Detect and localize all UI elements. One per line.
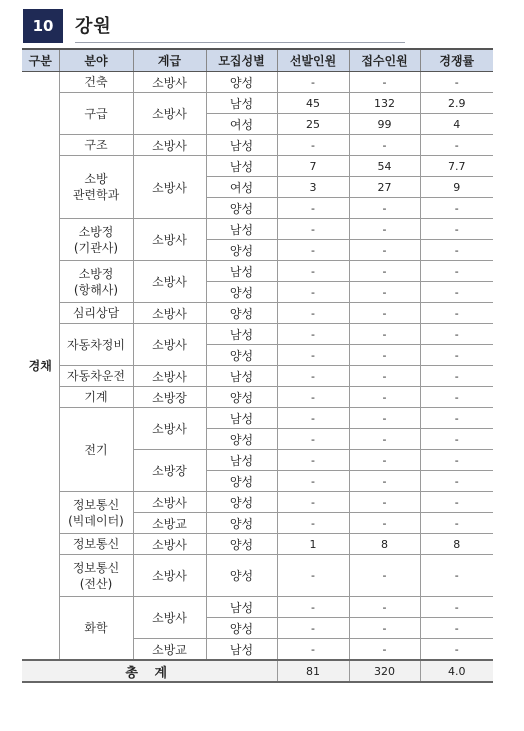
competition-rate-cell: - <box>420 429 493 450</box>
rank-cell: 소방사 <box>133 219 206 261</box>
applicant-count-cell: - <box>349 219 420 240</box>
gender-cell: 양성 <box>206 387 277 408</box>
competition-rate-cell: - <box>420 345 493 366</box>
total-label: 총 계 <box>22 660 277 682</box>
total-applicants-cell: 320 <box>349 660 420 682</box>
applicant-count-cell: - <box>349 429 420 450</box>
competition-rate-cell: - <box>420 408 493 429</box>
selected-count-cell: - <box>277 303 349 324</box>
applicant-count-cell: - <box>349 513 420 534</box>
applicant-count-cell: - <box>349 639 420 661</box>
table-row <box>22 303 493 324</box>
selected-count-cell: - <box>277 261 349 282</box>
table-row <box>22 555 493 597</box>
field-cell: 정보통신 (빅데이터) <box>59 492 133 534</box>
applicant-count-cell: - <box>349 303 420 324</box>
gender-cell: 양성 <box>206 555 277 597</box>
selected-count-cell: - <box>277 513 349 534</box>
applicant-count-cell: - <box>349 597 420 618</box>
selected-count-cell: 45 <box>277 93 349 114</box>
competition-rate-cell: - <box>420 492 493 513</box>
gender-cell: 양성 <box>206 492 277 513</box>
selected-count-cell: - <box>277 282 349 303</box>
gender-cell: 남성 <box>206 324 277 345</box>
gender-cell: 양성 <box>206 534 277 555</box>
competition-rate-cell: - <box>420 72 493 93</box>
table-row <box>22 366 493 387</box>
field-cell: 소방정 (항해사) <box>59 261 133 303</box>
gender-cell: 양성 <box>206 282 277 303</box>
table-row <box>22 597 493 618</box>
section-header <box>23 9 405 43</box>
selected-count-cell: - <box>277 639 349 661</box>
rank-cell: 소방사 <box>133 366 206 387</box>
table-row <box>22 261 493 282</box>
rank-cell: 소방사 <box>133 597 206 639</box>
table-header-row <box>22 49 493 72</box>
rank-cell: 소방교 <box>133 513 206 534</box>
field-cell: 정보통신 <box>59 534 133 555</box>
field-cell: 자동차운전 <box>59 366 133 387</box>
col-header-applicants: 접수인원 <box>349 49 420 72</box>
applicant-count-cell: - <box>349 135 420 156</box>
selected-count-cell: - <box>277 366 349 387</box>
selected-count-cell: - <box>277 198 349 219</box>
selected-count-cell: - <box>277 72 349 93</box>
table-row <box>22 492 493 513</box>
gender-cell: 양성 <box>206 303 277 324</box>
applicant-count-cell: - <box>349 72 420 93</box>
table-row <box>22 135 493 156</box>
gender-cell: 남성 <box>206 219 277 240</box>
selected-count-cell: - <box>277 471 349 492</box>
competition-rate-cell: - <box>420 240 493 261</box>
selected-count-cell: - <box>277 240 349 261</box>
table-row <box>22 324 493 345</box>
applicant-count-cell: - <box>349 492 420 513</box>
competition-rate-cell: - <box>420 597 493 618</box>
applicant-count-cell: - <box>349 555 420 597</box>
header-divider <box>75 42 405 43</box>
total-competition-rate-cell: 4.0 <box>420 660 493 682</box>
competition-rate-cell: - <box>420 261 493 282</box>
applicant-count-cell: - <box>349 408 420 429</box>
col-header-field: 분야 <box>59 49 133 72</box>
category-cell: 경채 <box>22 72 59 661</box>
table-row <box>22 72 493 93</box>
selected-count-cell: - <box>277 492 349 513</box>
table-row <box>22 219 493 240</box>
gender-cell: 양성 <box>206 471 277 492</box>
rank-cell: 소방장 <box>133 387 206 408</box>
recruitment-table <box>22 48 493 683</box>
col-header-category: 구분 <box>22 49 59 72</box>
rank-cell: 소방사 <box>133 93 206 135</box>
table-row <box>22 156 493 177</box>
gender-cell: 양성 <box>206 513 277 534</box>
applicant-count-cell: - <box>349 324 420 345</box>
rank-cell: 소방사 <box>133 303 206 324</box>
gender-cell: 양성 <box>206 72 277 93</box>
rank-cell: 소방사 <box>133 261 206 303</box>
selected-count-cell: 3 <box>277 177 349 198</box>
competition-rate-cell: - <box>420 387 493 408</box>
rank-cell: 소방장 <box>133 450 206 492</box>
competition-rate-cell: - <box>420 471 493 492</box>
applicant-count-cell: - <box>349 261 420 282</box>
table-row <box>22 93 493 114</box>
field-cell: 심리상담 <box>59 303 133 324</box>
col-header-rank: 계급 <box>133 49 206 72</box>
rank-cell: 소방사 <box>133 492 206 513</box>
table-body <box>22 72 493 683</box>
applicant-count-cell: 8 <box>349 534 420 555</box>
gender-cell: 남성 <box>206 597 277 618</box>
competition-rate-cell: 4 <box>420 114 493 135</box>
gender-cell: 양성 <box>206 429 277 450</box>
field-cell: 소방 관련학과 <box>59 156 133 219</box>
competition-rate-cell: - <box>420 639 493 661</box>
competition-rate-cell: - <box>420 135 493 156</box>
field-cell: 구조 <box>59 135 133 156</box>
field-cell: 구급 <box>59 93 133 135</box>
selected-count-cell: - <box>277 597 349 618</box>
competition-rate-cell: - <box>420 303 493 324</box>
table-row <box>22 387 493 408</box>
applicant-count-cell: - <box>349 450 420 471</box>
gender-cell: 여성 <box>206 177 277 198</box>
selected-count-cell: - <box>277 429 349 450</box>
applicant-count-cell: - <box>349 282 420 303</box>
selected-count-cell: - <box>277 345 349 366</box>
gender-cell: 양성 <box>206 240 277 261</box>
gender-cell: 남성 <box>206 93 277 114</box>
field-cell: 기계 <box>59 387 133 408</box>
selected-count-cell: 25 <box>277 114 349 135</box>
gender-cell: 남성 <box>206 261 277 282</box>
competition-rate-cell: 2.9 <box>420 93 493 114</box>
field-cell: 화학 <box>59 597 133 661</box>
selected-count-cell: - <box>277 450 349 471</box>
gender-cell: 남성 <box>206 450 277 471</box>
field-cell: 전기 <box>59 408 133 492</box>
gender-cell: 남성 <box>206 135 277 156</box>
selected-count-cell: - <box>277 324 349 345</box>
competition-rate-cell: 7.7 <box>420 156 493 177</box>
applicant-count-cell: 27 <box>349 177 420 198</box>
field-cell: 정보통신 (전산) <box>59 555 133 597</box>
competition-rate-cell: - <box>420 513 493 534</box>
selected-count-cell: - <box>277 135 349 156</box>
selected-count-cell: - <box>277 408 349 429</box>
competition-rate-cell: - <box>420 618 493 639</box>
applicant-count-cell: 99 <box>349 114 420 135</box>
rank-cell: 소방사 <box>133 135 206 156</box>
applicant-count-cell: - <box>349 471 420 492</box>
competition-rate-cell: - <box>420 324 493 345</box>
applicant-count-cell: - <box>349 366 420 387</box>
applicant-count-cell: - <box>349 198 420 219</box>
gender-cell: 남성 <box>206 156 277 177</box>
selected-count-cell: 1 <box>277 534 349 555</box>
section-number-badge: 10 <box>23 9 63 43</box>
gender-cell: 남성 <box>206 639 277 661</box>
gender-cell: 여성 <box>206 114 277 135</box>
total-row <box>22 660 493 682</box>
selected-count-cell: - <box>277 555 349 597</box>
applicant-count-cell: 54 <box>349 156 420 177</box>
rank-cell: 소방사 <box>133 72 206 93</box>
rank-cell: 소방사 <box>133 324 206 366</box>
col-header-gender: 모집성별 <box>206 49 277 72</box>
field-cell: 자동차정비 <box>59 324 133 366</box>
competition-rate-cell: - <box>420 282 493 303</box>
applicant-count-cell: - <box>349 618 420 639</box>
gender-cell: 양성 <box>206 198 277 219</box>
competition-rate-cell: - <box>420 450 493 471</box>
section-title: 강원 <box>75 16 112 37</box>
gender-cell: 남성 <box>206 366 277 387</box>
field-cell: 건축 <box>59 72 133 93</box>
competition-rate-cell: - <box>420 555 493 597</box>
competition-rate-cell: 9 <box>420 177 493 198</box>
applicant-count-cell: 132 <box>349 93 420 114</box>
selected-count-cell: - <box>277 387 349 408</box>
total-selected-cell: 81 <box>277 660 349 682</box>
col-header-selected: 선발인원 <box>277 49 349 72</box>
selected-count-cell: 7 <box>277 156 349 177</box>
gender-cell: 남성 <box>206 408 277 429</box>
competition-rate-cell: - <box>420 198 493 219</box>
competition-rate-cell: - <box>420 366 493 387</box>
applicant-count-cell: - <box>349 240 420 261</box>
col-header-competition-rate: 경쟁률 <box>420 49 493 72</box>
rank-cell: 소방사 <box>133 534 206 555</box>
rank-cell: 소방사 <box>133 555 206 597</box>
competition-rate-cell: - <box>420 219 493 240</box>
selected-count-cell: - <box>277 618 349 639</box>
applicant-count-cell: - <box>349 345 420 366</box>
applicant-count-cell: - <box>349 387 420 408</box>
gender-cell: 양성 <box>206 618 277 639</box>
field-cell: 소방정 (기관사) <box>59 219 133 261</box>
selected-count-cell: - <box>277 219 349 240</box>
table-row <box>22 534 493 555</box>
gender-cell: 양성 <box>206 345 277 366</box>
table-row <box>22 408 493 429</box>
rank-cell: 소방사 <box>133 408 206 450</box>
competition-rate-cell: 8 <box>420 534 493 555</box>
rank-cell: 소방사 <box>133 156 206 219</box>
rank-cell: 소방교 <box>133 639 206 661</box>
